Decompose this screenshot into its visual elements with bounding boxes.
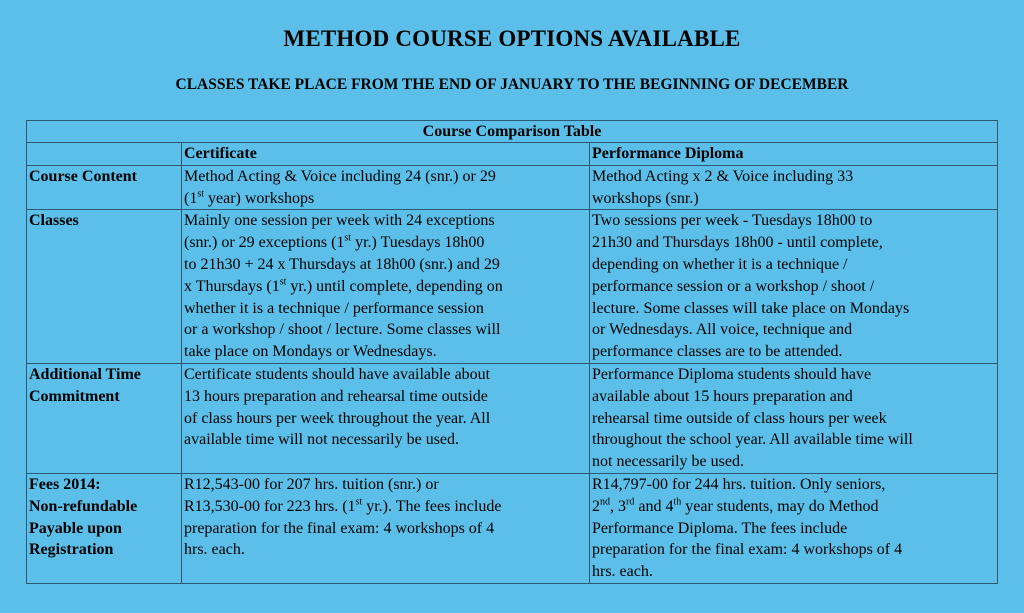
- cell-diploma-course-content: [590, 165, 998, 210]
- cell-line: Method Acting x 2 & Voice including 33: [592, 167, 854, 185]
- cell-line: or a workshop / shoot / lecture. Some classes will: [184, 321, 501, 339]
- cell-line: Certificate students should have available about: [184, 365, 491, 383]
- cell-line: or Wednesdays. All voice, technique and: [592, 321, 853, 339]
- row-label-additional-time: [27, 363, 182, 473]
- cell-line: hrs. each.: [592, 563, 653, 581]
- cell-line: throughout the school year. All available time will: [592, 431, 913, 449]
- cell-line: rehearsal time outside of class hours per week: [592, 409, 887, 427]
- row-label-fees: [27, 473, 182, 583]
- table-caption-row: [27, 121, 998, 143]
- cell-line: (snr.) or 29 exceptions (1st yr.) Tuesdays 18h00: [184, 232, 485, 252]
- cell-line: preparation for the final exam: 4 workshops of 4: [592, 541, 903, 559]
- cell-line: R12,543-00 for 207 hrs. tuition (snr.) or: [184, 475, 439, 493]
- table-header-row: [27, 143, 998, 166]
- table-row: [27, 165, 998, 210]
- cell-line: Mainly one session per week with 24 exceptions: [184, 212, 495, 230]
- cell-line: 2nd, 3rd and 4th year students, may do Method: [592, 496, 879, 515]
- cell-line: of class hours per week throughout the year. All: [184, 409, 491, 427]
- cell-line: depending on whether it is a technique /: [592, 255, 848, 273]
- table-row: [27, 473, 998, 583]
- cell-line: whether it is a technique / performance session: [184, 299, 484, 317]
- cell-certificate-course-content: [182, 165, 590, 210]
- page-subtitle: CLASSES TAKE PLACE FROM THE END OF JANUARY TO THE BEGINNING OF DECEMBER: [175, 76, 849, 93]
- cell-diploma-additional-time: [590, 363, 998, 473]
- cell-line: Performance Diploma. The fees include: [592, 519, 848, 537]
- table-row: [27, 210, 998, 364]
- cell-line: Commitment: [29, 387, 120, 405]
- cell-line: R13,530-00 for 223 hrs. (1st yr.). The fees include: [184, 496, 502, 515]
- cell-line: Two sessions per week - Tuesdays 18h00 to: [592, 212, 873, 230]
- cell-diploma-fees: [590, 473, 998, 583]
- cell-line: R14,797-00 for 244 hrs. tuition. Only seniors,: [592, 475, 886, 493]
- cell-line: Payable upon: [29, 519, 122, 537]
- cell-line: 13 hours preparation and rehearsal time outside: [184, 387, 488, 405]
- course-comparison-table: [26, 120, 998, 584]
- cell-line: x Thursdays (1st yr.) until complete, depending on: [184, 276, 503, 295]
- cell-line: available about 15 hours preparation and: [592, 387, 853, 405]
- cell-diploma-classes: [590, 210, 998, 364]
- header-empty: [27, 143, 182, 166]
- page-title: METHOD COURSE OPTIONS AVAILABLE: [283, 26, 741, 51]
- cell-line: Non-refundable: [29, 497, 138, 515]
- cell-line: Course Content: [29, 167, 137, 185]
- cell-line: available time will not necessarily be used.: [184, 431, 460, 449]
- cell-line: performance classes are to be attended.: [592, 343, 843, 361]
- cell-certificate-fees: [182, 473, 590, 583]
- cell-line: lecture. Some classes will take place on Mondays: [592, 299, 910, 317]
- table-caption: Course Comparison Table: [27, 121, 998, 143]
- cell-line: not necessarily be used.: [592, 453, 744, 471]
- cell-certificate-additional-time: [182, 363, 590, 473]
- cell-line: (1st year) workshops: [184, 188, 315, 207]
- cell-line: preparation for the final exam: 4 workshops of 4: [184, 519, 495, 537]
- header-performance-diploma: Performance Diploma: [590, 143, 998, 166]
- cell-line: Classes: [29, 212, 79, 230]
- cell-line: take place on Mondays or Wednesdays.: [184, 343, 437, 361]
- cell-line: Performance Diploma students should have: [592, 365, 872, 383]
- cell-certificate-classes: [182, 210, 590, 364]
- table-row: [27, 363, 998, 473]
- cell-line: Method Acting & Voice including 24 (snr.) or 29: [184, 167, 496, 185]
- header-certificate: Certificate: [182, 143, 590, 166]
- cell-line: 21h30 and Thursdays 18h00 - until complete,: [592, 234, 883, 252]
- cell-line: Additional Time: [29, 365, 141, 383]
- cell-line: workshops (snr.): [592, 189, 699, 207]
- row-label-course-content: [27, 165, 182, 210]
- cell-line: hrs. each.: [184, 541, 245, 559]
- row-label-classes: [27, 210, 182, 364]
- cell-line: Registration: [29, 541, 114, 559]
- cell-line: performance session or a workshop / shoot /: [592, 277, 875, 295]
- cell-line: Fees 2014:: [29, 475, 101, 493]
- cell-line: to 21h30 + 24 x Thursdays at 18h00 (snr.) and 29: [184, 255, 500, 273]
